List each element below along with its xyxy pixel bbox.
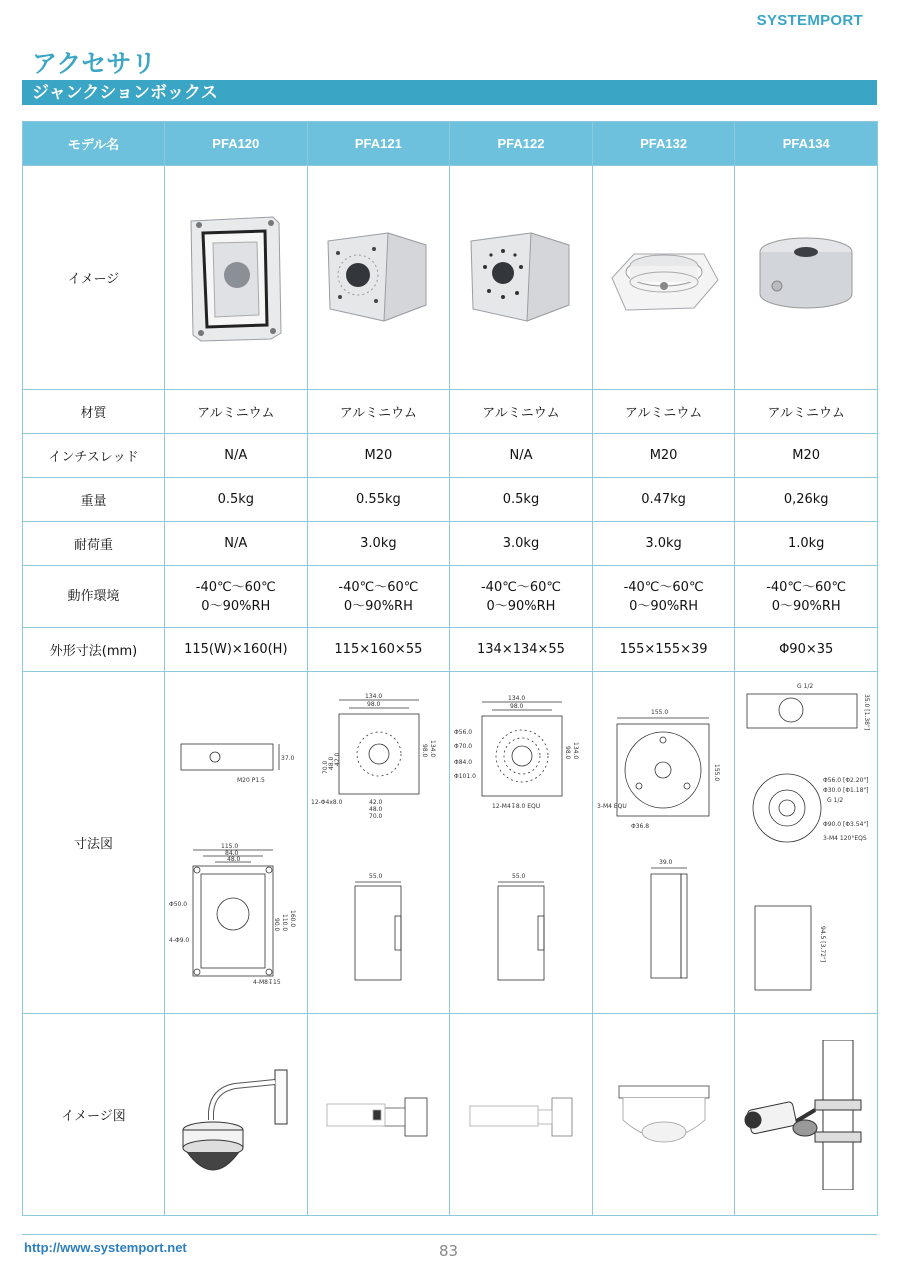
load-row [23,522,878,566]
dim-label: 12-Φ4x8.0 [311,798,343,806]
cell-thread: N/A [165,434,308,478]
dim-label: Φ70.0 [453,742,473,750]
cell-environment [735,566,878,628]
cell-size: Φ90×35 [735,628,878,672]
model-name: PFA121 [307,122,450,166]
weight-row [23,478,878,522]
cell-environment [592,566,735,628]
model-header-label: モデル名 [23,122,165,166]
row-label: 材質 [23,390,165,434]
cell-size: 134×134×55 [450,628,593,672]
dim-label: 35.0 [1.38"] [863,693,871,730]
row-label: インチスレッド [23,434,165,478]
cell-material: アルミニウム [307,390,450,434]
row-label: 動作環境 [23,566,165,628]
dim-label: 42.0 [334,752,342,766]
cell-material: アルミニウム [450,390,593,434]
dim-label: 4-Φ9.0 [168,936,190,944]
mount-image-pfa121 [307,1014,450,1216]
humidity-range: 0～90%RH [486,598,556,614]
subtitle-bar [22,80,877,105]
model-name: PFA134 [735,122,878,166]
mount-image-pfa132 [592,1014,735,1216]
dimension-drawing-pfa121 [307,672,450,1014]
dim-label: 115.0 [220,842,238,850]
dim-label: M20 P1.5 [236,776,265,784]
environment-row [23,566,878,628]
dim-label: 12-M4↧8.0 EQU [491,802,541,810]
spec-table [22,121,878,1216]
cell-environment [307,566,450,628]
cell-load: 3.0kg [307,522,450,566]
humidity-range: 0～90%RH [343,598,413,614]
dimension-drawing-pfa132 [592,672,735,1014]
row-label: イメージ図 [23,1014,165,1216]
section-title: アクセサリ [32,49,157,78]
dim-label: 98.0 [563,745,571,759]
dim-label: 48.0 [328,756,336,770]
dim-label: 98.0 [421,743,429,757]
dim-label: 155.0 [650,708,668,716]
dim-label: 48.0 [226,855,241,863]
dim-label: 134.0 [507,694,526,702]
dimension-row [23,672,878,1014]
dim-label: 134.0 [429,739,437,757]
row-label: 外形寸法(mm) [23,628,165,672]
cell-weight: 0,26kg [735,478,878,522]
mount-image-row [23,1014,878,1216]
temp-range: -40℃～60℃ [766,579,847,595]
cell-load: N/A [165,522,308,566]
product-image-pfa122 [450,166,593,390]
dim-label: 134.0 [365,692,383,700]
material-row [23,390,878,434]
row-label: 重量 [23,478,165,522]
dim-label: Φ101.0 [453,772,476,780]
dim-label: 160.0 [288,909,296,927]
dimension-drawing-pfa134 [735,672,878,1014]
product-image-pfa120 [165,166,308,390]
dim-label: 110.0 [280,913,288,931]
cell-environment [450,566,593,628]
mount-image-pfa120 [165,1014,308,1216]
dim-label: 37.0 [280,754,295,762]
image-row [23,166,878,390]
cell-thread: N/A [450,434,593,478]
cell-load: 1.0kg [735,522,878,566]
dim-label: 70.0 [369,812,383,820]
cell-thread: M20 [592,434,735,478]
dim-label: G 1/2 [797,682,814,690]
humidity-range: 0～90%RH [629,598,699,614]
cell-size: 115(W)×160(H) [165,628,308,672]
row-label: 耐荷重 [23,522,165,566]
dim-label: Φ84.0 [453,758,473,766]
product-image-pfa121 [307,166,450,390]
mount-image-pfa134 [735,1014,878,1216]
dim-label: 48.0 [369,805,383,813]
dim-label: 70.0 [322,760,330,774]
subtitle: ジャンクションボックス [32,83,218,103]
footer-divider [22,1234,877,1235]
dim-label: 94.5 [3.72"] [819,925,827,962]
model-name: PFA122 [450,122,593,166]
temp-range: -40℃～60℃ [338,579,419,595]
dim-label: Φ56.0 [Φ2.20"] [823,776,869,784]
cell-weight: 0.5kg [165,478,308,522]
brand-logo: SYSTEMPORT [756,12,863,29]
cell-thread: M20 [735,434,878,478]
cell-load: 3.0kg [450,522,593,566]
mount-image-pfa122 [450,1014,593,1216]
temp-range: -40℃～60℃ [480,579,561,595]
dimension-drawing-pfa122 [450,672,593,1014]
row-label: イメージ [23,166,165,390]
dim-label: 98.0 [509,702,524,710]
cell-size: 155×155×39 [592,628,735,672]
cell-weight: 0.47kg [592,478,735,522]
cell-weight: 0.5kg [450,478,593,522]
model-header-row [23,122,878,166]
dim-label: 39.0 [658,858,672,866]
product-image-pfa132 [592,166,735,390]
cell-material: アルミニウム [592,390,735,434]
cell-environment [165,566,308,628]
dim-label: Φ50.0 [168,900,187,908]
dim-label: 55.0 [369,872,383,880]
dim-label: 84.0 [224,849,239,857]
temp-range: -40℃～60℃ [623,579,704,595]
dim-label: 155.0 [712,763,720,781]
dim-label: G 1/2 [827,796,844,804]
dim-label: 3-M4 120°EQS [823,834,867,842]
cell-material: アルミニウム [735,390,878,434]
dim-label: Φ56.0 [453,728,473,736]
cell-size: 115×160×55 [307,628,450,672]
dim-label: 90.0 [272,917,280,931]
dim-label: 55.0 [511,872,526,880]
dim-label: Φ36.8 [630,822,649,830]
dim-label: Φ30.0 [Φ1.18"] [823,786,869,794]
size-row [23,628,878,672]
dim-label: Φ90.0 [Φ3.54"] [823,820,869,828]
dim-label: 3-M4 EQU [596,802,627,810]
cell-weight: 0.55kg [307,478,450,522]
cell-thread: M20 [307,434,450,478]
model-name: PFA120 [165,122,308,166]
temp-range: -40℃～60℃ [195,579,276,595]
humidity-range: 0～90%RH [201,598,271,614]
dim-label: 4-M8↧15 [252,978,281,986]
dimension-drawing-pfa120 [165,672,308,1014]
footer-url-link[interactable]: http://www.systemport.net [24,1240,187,1255]
thread-row [23,434,878,478]
dim-label: 98.0 [367,700,381,708]
dim-label: 134.0 [571,741,579,759]
product-image-pfa134 [735,166,878,390]
humidity-range: 0～90%RH [771,598,841,614]
cell-material: アルミニウム [165,390,308,434]
row-label: 寸法図 [23,672,165,1014]
model-name: PFA132 [592,122,735,166]
dim-label: 42.0 [369,798,383,806]
cell-load: 3.0kg [592,522,735,566]
page-number: 83 [438,1242,459,1260]
